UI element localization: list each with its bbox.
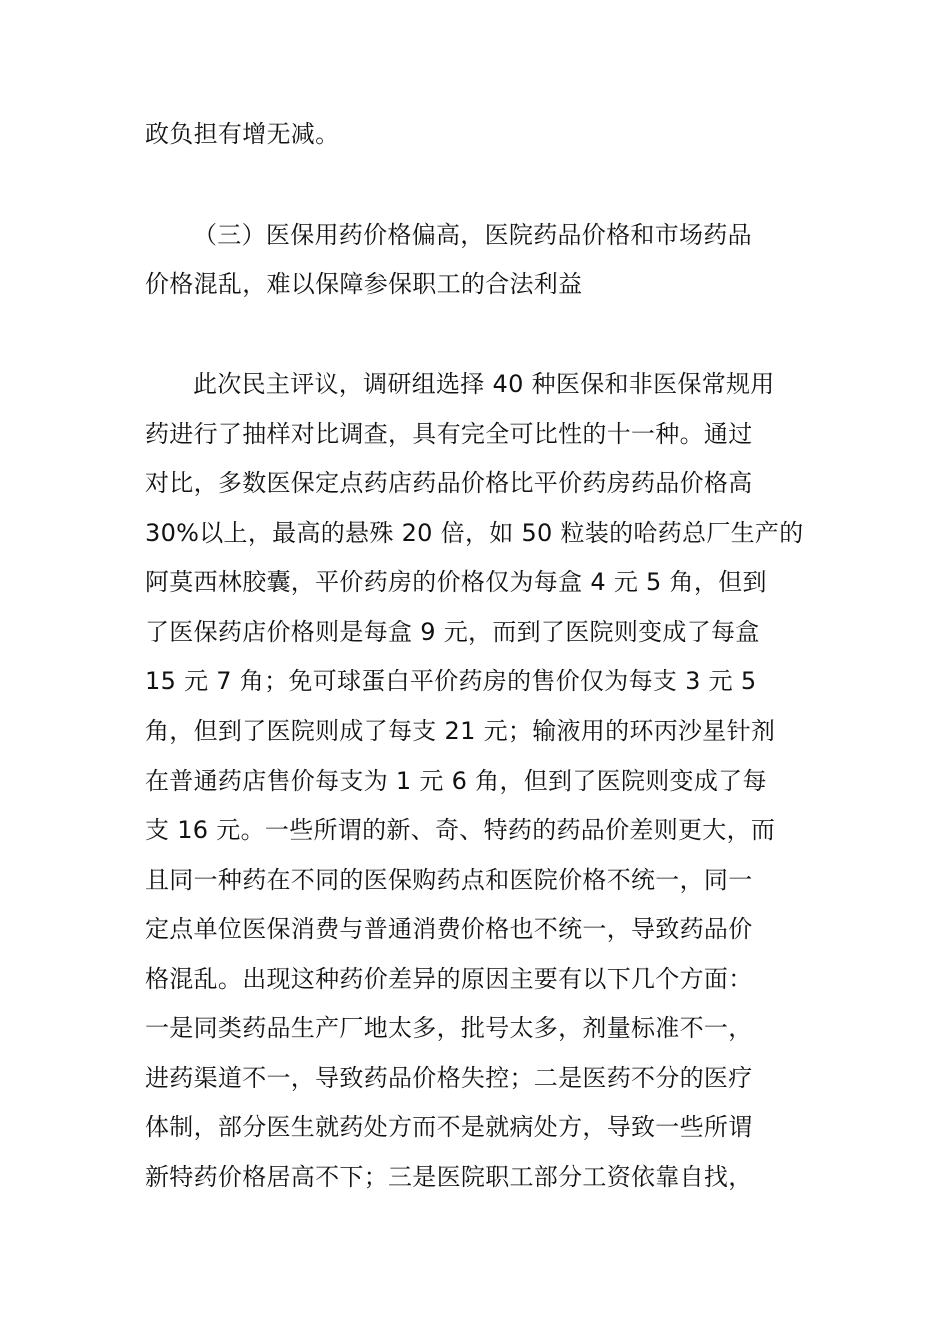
paragraph-line-6: 了医保药店价格则是每盒 9 元，而到了医院则变成了每盒 <box>145 618 760 646</box>
paragraph-line-1: 此次民主评议，调研组选择 40 种医保和非医保常规用 <box>193 370 775 398</box>
paragraph-line-10: 支 16 元。一些所谓的新、奇、特药的药品价差则更大，而 <box>145 816 776 844</box>
paragraph-line-8: 角，但到了医院则成了每支 21 元；输液用的环丙沙星针剂 <box>145 717 776 745</box>
paragraph-line-9: 在普通药店售价每支为 1 元 6 角，但到了医院则变成了每 <box>145 767 767 795</box>
paragraph-line-17: 新特药价格居高不下；三是医院职工部分工资依靠自找， <box>145 1163 753 1191</box>
section-heading-line-1: （三）医保用药价格偏高，医院药品价格和市场药品 <box>193 221 752 249</box>
section-heading-line-2: 价格混乱，难以保障参保职工的合法利益 <box>145 270 583 298</box>
paragraph-line-4: 30%以上，最高的悬殊 20 倍，如 50 粒装的哈药总厂生产的 <box>145 519 804 547</box>
paragraph-line-12: 定点单位医保消费与普通消费价格也不统一，导致药品价 <box>145 915 753 943</box>
text-line-1: 政负担有增无减。 <box>145 120 340 148</box>
paragraph-line-3: 对比，多数医保定点药店药品价格比平价药房药品价格高 <box>145 469 753 497</box>
paragraph-line-16: 体制，部分医生就药处方而不是就病处方，导致一些所谓 <box>145 1113 753 1141</box>
paragraph-line-15: 进药渠道不一，导致药品价格失控；二是医药不分的医疗 <box>145 1064 753 1092</box>
paragraph-line-14: 一是同类药品生产厂地太多，批号太多，剂量标准不一， <box>145 1014 753 1042</box>
paragraph-line-11: 且同一种药在不同的医保购药点和医院价格不统一，同一 <box>145 866 753 894</box>
paragraph-line-2: 药进行了抽样对比调查，具有完全可比性的十一种。通过 <box>145 420 753 448</box>
paragraph-line-5: 阿莫西林胶囊，平价药房的价格仅为每盒 4 元 5 角，但到 <box>145 568 767 596</box>
paragraph-line-13: 格混乱。出现这种药价差异的原因主要有以下几个方面： <box>145 965 753 993</box>
paragraph-line-7: 15 元 7 角；免可球蛋白平价药房的售价仅为每支 3 元 5 <box>145 667 757 695</box>
